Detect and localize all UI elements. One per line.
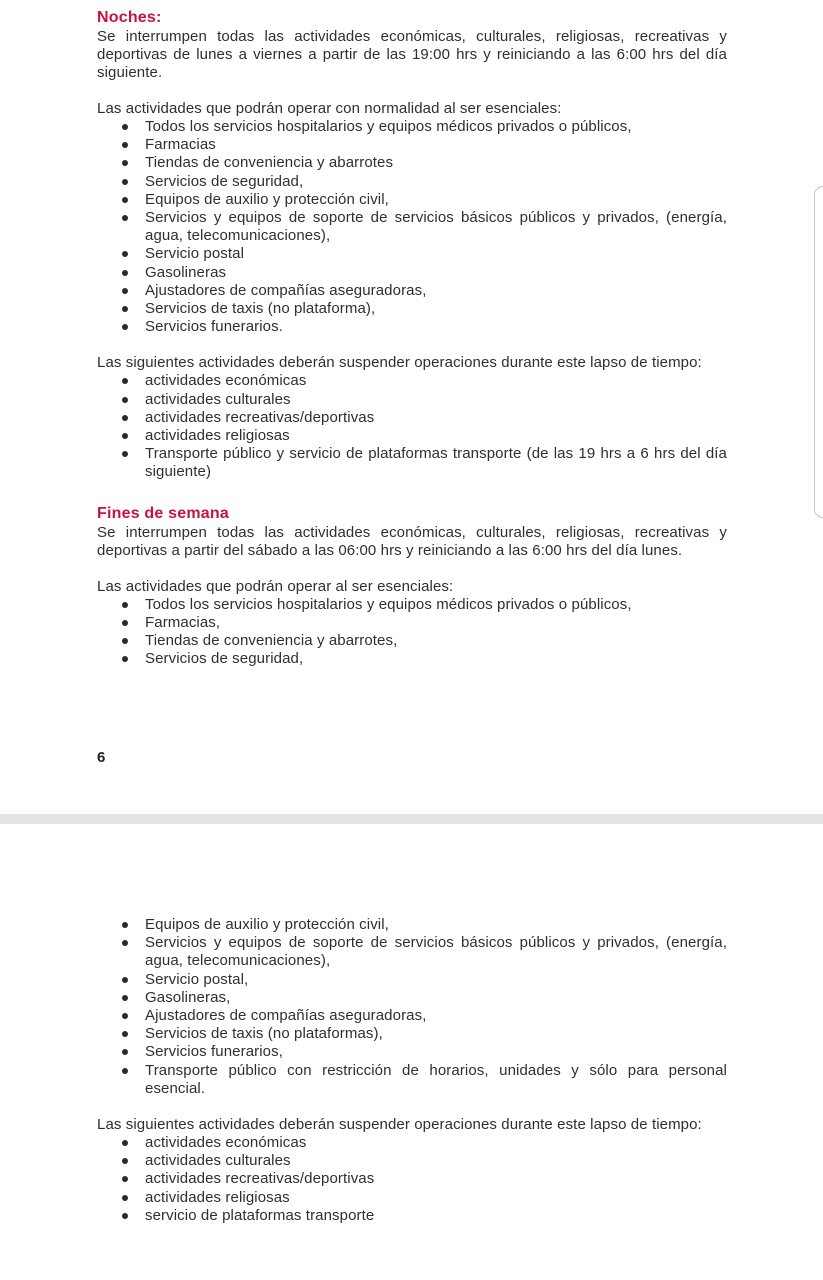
- page-content: [97, 8, 727, 668]
- list-item: Servicios funerarios,: [97, 1043, 727, 1061]
- bullet-icon: [122, 940, 128, 946]
- bullet-icon: [122, 324, 128, 330]
- bullet-icon: [122, 1158, 128, 1164]
- list-item: Todos los servicios hospitalarios y equipos médicos privados o públicos,: [97, 596, 727, 614]
- bullet-icon: [122, 1013, 128, 1019]
- bullet-icon: [122, 179, 128, 185]
- list-item: Transporte público con restricción de horarios, unidades y sólo para personal esencial.: [97, 1062, 727, 1098]
- bullet-icon: [122, 433, 128, 439]
- list-item: Servicios de taxis (no plataforma),: [97, 300, 727, 318]
- bullet-icon: [122, 602, 128, 608]
- noches-intro: Se interrumpen todas las actividades económicas, culturales, religiosas, recreativas y deportivas de lunes a viernes a partir de las 19:00 hrs y reiniciando a las 6:00 hrs del día siguiente.: [97, 28, 727, 81]
- list-item: Servicio postal,: [97, 971, 727, 989]
- list-item: Servicios y equipos de soporte de servicios básicos públicos y privados, (energía, agua, telecomunicaciones),: [97, 934, 727, 970]
- list-item: Tiendas de conveniencia y abarrotes,: [97, 632, 727, 650]
- bullet-icon: [122, 160, 128, 166]
- document-page-7: [0, 824, 823, 1280]
- list-item: actividades culturales: [97, 1152, 727, 1170]
- list-item: actividades recreativas/deportivas: [97, 1170, 727, 1188]
- page-content: [97, 916, 727, 1225]
- page-separator: [0, 814, 823, 824]
- bullet-icon: [122, 397, 128, 403]
- list-item: Todos los servicios hospitalarios y equipos médicos privados o públicos,: [97, 118, 727, 136]
- bullet-icon: [122, 215, 128, 221]
- fines-suspend-label: Las siguientes actividades deberán suspender operaciones durante este lapso de tiempo:: [97, 1116, 702, 1134]
- fines-heading: Fines de semana: [97, 504, 229, 522]
- bullet-icon: [122, 251, 128, 257]
- page-number: 6: [97, 749, 106, 766]
- bullet-icon: [122, 306, 128, 312]
- list-item: servicio de plataformas transporte: [97, 1207, 727, 1225]
- bullet-icon: [122, 1213, 128, 1219]
- list-item: actividades económicas: [97, 372, 727, 390]
- list-item: actividades recreativas/deportivas: [97, 409, 727, 427]
- bullet-icon: [122, 415, 128, 421]
- list-item: Transporte público y servicio de plataformas transporte (de las 19 hrs a 6 hrs del día siguiente): [97, 445, 727, 481]
- bullet-icon: [122, 197, 128, 203]
- bullet-icon: [122, 1176, 128, 1182]
- list-item: actividades económicas: [97, 1134, 727, 1152]
- fines-suspend-list: [97, 1134, 727, 1225]
- bullet-icon: [122, 288, 128, 294]
- fines-essential-list-cont: [97, 916, 727, 1098]
- noches-essential-list: [97, 118, 727, 336]
- bullet-icon: [122, 1068, 128, 1074]
- bullet-icon: [122, 638, 128, 644]
- bullet-icon: [122, 378, 128, 384]
- bullet-icon: [122, 451, 128, 457]
- fines-essential-label: Las actividades que podrán operar al ser esenciales:: [97, 577, 454, 595]
- list-item: actividades religiosas: [97, 427, 727, 445]
- bullet-icon: [122, 620, 128, 626]
- noches-suspend-label: Las siguientes actividades deberán suspender operaciones durante este lapso de tiempo:: [97, 354, 702, 372]
- list-item: Tiendas de conveniencia y abarrotes: [97, 154, 727, 172]
- bullet-icon: [122, 995, 128, 1001]
- bullet-icon: [122, 1049, 128, 1055]
- noches-heading: Noches:: [97, 9, 162, 26]
- bullet-icon: [122, 977, 128, 983]
- bullet-icon: [122, 1195, 128, 1201]
- bullet-icon: [122, 124, 128, 130]
- list-item: Servicios funerarios.: [97, 318, 727, 336]
- scroll-handle[interactable]: [814, 186, 823, 518]
- bullet-icon: [122, 1140, 128, 1146]
- list-item: Servicio postal: [97, 245, 727, 263]
- list-item: Servicios de seguridad,: [97, 173, 727, 191]
- list-item: Servicios y equipos de soporte de servicios básicos públicos y privados, (energía, agua, telecomunicaciones),: [97, 209, 727, 245]
- list-item: Gasolineras,: [97, 989, 727, 1007]
- list-item: Farmacias,: [97, 614, 727, 632]
- bullet-icon: [122, 1031, 128, 1037]
- list-item: Servicios de seguridad,: [97, 650, 727, 668]
- list-item: Gasolineras: [97, 264, 727, 282]
- noches-essential-label: Las actividades que podrán operar con normalidad al ser esenciales:: [97, 100, 562, 117]
- noches-suspend-list: [97, 372, 727, 481]
- bullet-icon: [122, 142, 128, 148]
- list-item: Farmacias: [97, 136, 727, 154]
- bullet-icon: [122, 922, 128, 928]
- list-item: Servicios de taxis (no plataformas),: [97, 1025, 727, 1043]
- fines-essential-list: [97, 596, 727, 669]
- list-item: Ajustadores de compañías aseguradoras,: [97, 1007, 727, 1025]
- list-item: Ajustadores de compañías aseguradoras,: [97, 282, 727, 300]
- bullet-icon: [122, 656, 128, 662]
- fines-intro: Se interrumpen todas las actividades económicas, culturales, religiosas, recreativas y deportivas a partir del sábado a las 06:00 hrs y reiniciando a las 6:00 hrs del día lunes.: [97, 523, 727, 559]
- list-item: Equipos de auxilio y protección civil,: [97, 916, 727, 934]
- bullet-icon: [122, 270, 128, 276]
- list-item: Equipos de auxilio y protección civil,: [97, 191, 727, 209]
- list-item: actividades religiosas: [97, 1189, 727, 1207]
- list-item: actividades culturales: [97, 391, 727, 409]
